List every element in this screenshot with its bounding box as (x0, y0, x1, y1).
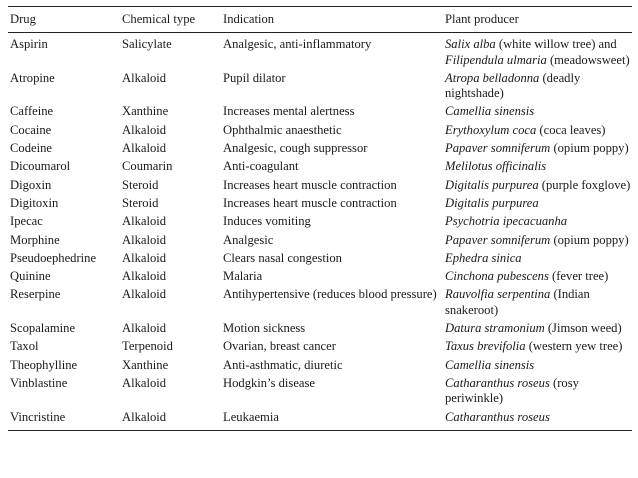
cell-plant-producer (443, 138, 632, 156)
plant-species-name: Erythoxylum coca (445, 122, 537, 137)
table-row (8, 248, 632, 266)
cell-plant-producer (443, 284, 632, 318)
cell-drug: Reserpine (10, 287, 61, 302)
plant-species-name: Papaver somniferum (445, 232, 551, 247)
table-row (8, 336, 632, 354)
cell-drug: Digitoxin (10, 195, 59, 210)
cell-indication: Leukaemia (221, 407, 443, 431)
cell-chemical-type: Steroid (122, 195, 159, 210)
cell-chemical-type: Coumarin (122, 159, 173, 174)
cell-chemical-type: Alkaloid (122, 269, 167, 284)
plant-species-name: Psychotria ipecacuanha (445, 214, 568, 229)
cell-indication: Hodgkin’s disease (223, 375, 315, 390)
plant-species-name: Melilotus officinalis (445, 159, 547, 174)
cell-plant-producer (443, 230, 632, 248)
plant-species-name: Papaver somniferum (445, 141, 551, 156)
cell-plant-producer (443, 120, 632, 138)
cell-plant-producer (443, 211, 632, 229)
table-row (8, 68, 632, 102)
table-row (8, 101, 632, 119)
cell-plant-producer (443, 248, 632, 266)
cell-plant-producer (443, 33, 632, 68)
header-plant-producer: Plant producer (443, 7, 632, 33)
table-row (8, 266, 632, 284)
plant-species-name: Camellia sinensis (445, 357, 535, 372)
cell-drug: Morphine (10, 232, 60, 247)
cell-plant-producer (443, 336, 632, 354)
header-chemical-type: Chemical type (120, 7, 221, 33)
plant-common-name: (Jimson weed) (544, 321, 622, 336)
cell-indication: Clears nasal congestion (223, 250, 342, 265)
plant-common-name: (rosy periwinkle) (445, 375, 579, 406)
plant-common-name: (white willow tree) and (495, 37, 617, 52)
cell-drug: Caffeine (10, 104, 54, 119)
table-header (8, 7, 632, 33)
cell-chemical-type: Alkaloid (120, 407, 221, 431)
plant-common-name: (meadowsweet) (546, 52, 630, 67)
cell-drug: Aspirin (10, 37, 48, 52)
drug-table (8, 6, 632, 431)
cell-plant-producer (443, 193, 632, 211)
cell-chemical-type: Xanthine (122, 104, 169, 119)
plant-species-name: Cinchona pubescens (445, 269, 549, 284)
table-row (8, 156, 632, 174)
cell-indication: Analgesic, cough suppressor (223, 141, 368, 156)
cell-chemical-type: Salicylate (122, 37, 172, 52)
header-row (8, 7, 632, 33)
cell-indication: Anti-coagulant (223, 159, 299, 174)
plant-common-name: (fever tree) (548, 269, 609, 284)
table-row (8, 193, 632, 211)
cell-chemical-type: Alkaloid (122, 214, 167, 229)
plant-species-name: Rauvolfia serpentina (445, 287, 551, 302)
cell-plant-producer (443, 355, 632, 373)
plant-common-name: (Indian snakeroot) (445, 287, 590, 317)
cell-plant-producer (443, 156, 632, 174)
cell-drug: Vinblastine (10, 375, 68, 390)
plant-species-name: Datura stramonium (445, 321, 545, 336)
table-row (8, 407, 632, 431)
cell-chemical-type: Alkaloid (122, 375, 167, 390)
plant-species-name: Taxus brevifolia (445, 339, 526, 354)
cell-indication: Anti-asthmatic, diuretic (223, 357, 343, 372)
cell-plant-producer (443, 318, 632, 336)
cell-chemical-type: Alkaloid (122, 321, 167, 336)
table-row (8, 120, 632, 138)
plant-species-name: Catharanthus roseus (445, 375, 550, 390)
plant-common-name: (opium poppy) (550, 232, 629, 247)
cell-drug: Vincristine (8, 407, 120, 431)
cell-indication: Increases heart muscle contraction (223, 195, 397, 210)
table-row (8, 318, 632, 336)
cell-chemical-type: Terpenoid (122, 339, 173, 354)
cell-drug: Quinine (10, 269, 51, 284)
table-row (8, 373, 632, 407)
plant-species-name: Digitalis purpurea (445, 195, 539, 210)
cell-chemical-type: Alkaloid (122, 122, 167, 137)
cell-indication: Malaria (223, 269, 263, 284)
cell-chemical-type: Alkaloid (122, 141, 167, 156)
table-row (8, 211, 632, 229)
table-row (8, 138, 632, 156)
cell-chemical-type: Alkaloid (122, 287, 167, 302)
plant-common-name: (deadly nightshade) (445, 70, 581, 101)
cell-plant-producer (443, 101, 632, 119)
plant-species-name: Atropa belladonna (445, 70, 540, 85)
cell-drug: Digoxin (10, 177, 52, 192)
plant-species-name: Camellia sinensis (445, 104, 535, 119)
cell-indication: Increases heart muscle contraction (223, 177, 397, 192)
plant-species-name: Filipendula ulmaria (445, 52, 547, 67)
cell-indication: Induces vomiting (223, 214, 311, 229)
cell-chemical-type: Steroid (122, 177, 159, 192)
table-body (8, 33, 632, 431)
table-row (8, 355, 632, 373)
cell-drug: Pseudoephedrine (10, 250, 97, 265)
header-drug: Drug (8, 7, 120, 33)
cell-drug: Taxol (10, 339, 39, 354)
cell-chemical-type: Alkaloid (122, 232, 167, 247)
cell-drug: Codeine (10, 141, 52, 156)
cell-chemical-type: Alkaloid (122, 250, 167, 265)
cell-drug: Theophylline (10, 357, 78, 372)
cell-indication: Motion sickness (223, 321, 306, 336)
cell-indication: Analgesic (223, 232, 274, 247)
plant-species-name: Digitalis purpurea (445, 177, 539, 192)
plant-species-name: Ephedra sinica (445, 250, 522, 265)
cell-indication: Ophthalmic anaesthetic (223, 122, 342, 137)
table-row (8, 230, 632, 248)
plant-common-name: (purple foxglove) (538, 177, 631, 192)
cell-drug: Atropine (10, 70, 55, 85)
cell-chemical-type: Alkaloid (122, 70, 167, 85)
cell-plant-producer (443, 266, 632, 284)
plant-species-name: Catharanthus roseus (445, 409, 550, 424)
cell-plant-producer (443, 68, 632, 102)
table-row (8, 33, 632, 68)
cell-indication: Analgesic, anti-inflammatory (223, 37, 372, 52)
plant-common-name: (western yew tree) (525, 339, 623, 354)
table-row (8, 284, 632, 318)
cell-indication: Ovarian, breast cancer (223, 339, 336, 354)
plant-species-name: Salix alba (445, 37, 496, 52)
cell-chemical-type: Xanthine (122, 357, 169, 372)
cell-indication: Antihypertensive (reduces blood pressure) (223, 287, 437, 302)
cell-drug: Dicoumarol (10, 159, 71, 174)
cell-drug: Cocaine (10, 122, 52, 137)
cell-indication: Increases mental alertness (223, 104, 355, 119)
cell-indication: Pupil dilator (223, 70, 286, 85)
cell-plant-producer (443, 175, 632, 193)
plant-common-name: (coca leaves) (536, 122, 606, 137)
cell-drug: Ipecac (10, 214, 43, 229)
table-row (8, 175, 632, 193)
cell-drug: Scopalamine (10, 321, 76, 336)
plant-common-name: (opium poppy) (550, 141, 629, 156)
header-indication: Indication (221, 7, 443, 33)
cell-plant-producer (443, 373, 632, 407)
cell-plant-producer (443, 407, 632, 431)
